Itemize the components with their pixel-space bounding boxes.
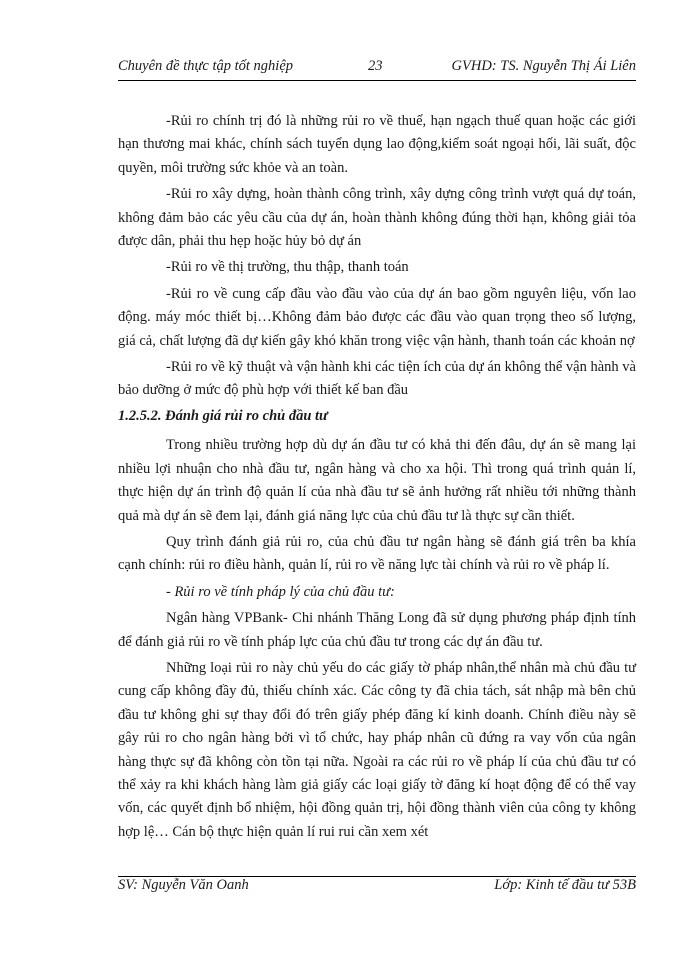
header-advisor: GVHD: TS. Nguyễn Thị Ái Liên xyxy=(451,58,636,74)
paragraph: Quy trình đánh giả rủi ro, của chủ đầu tư ngân hàng sẽ đánh giá trên ba khía cạnh chính: rủi ro điều hành, quản lí, rủi ro về năng lực tài chính và rủi ro về pháp lí. xyxy=(118,533,636,574)
footer-class: Lớp: Kinh tế đầu tư 53B xyxy=(494,877,636,893)
page-number: 23 xyxy=(368,58,383,74)
page-footer xyxy=(118,876,636,905)
paragraph: Trong nhiều trường hợp dù dự án đầu tư có khả thi đến đâu, dự án sẽ mang lại nhiều lợi nhuận cho nhà đầu tư, ngân hàng và cho xa hội. Thì trong quá trình quản lí, thực hiện dự án trình độ quản lí của nhà đầu tư sẽ ảnh hưởng rất nhiều tới những thành quả mà dự án sẽ đem lại, đánh giá năng lực của chủ đầu tư là thực sự cần thiết. xyxy=(118,437,636,524)
footer-student: SV: Nguyễn Văn Oanh xyxy=(118,877,249,893)
paragraph: Những loại rủi ro này chủ yếu do các giấy tờ pháp nhân,thể nhân mà chủ đầu tư cung cấp không đầy đủ, thiếu chính xác. Các công ty đã chia tách, sát nhập mà bên chủ đầu tư không ghi sự thay đổi đó trên giấy phép đăng kí kinh doanh. Chính điều này sẽ gây rủi ro cho ngân hàng bởi vì tổ chức, hay pháp nhân cũ đứng ra vay vốn của ngân hàng thực sự đã không còn tồn tại nữa. Ngoài ra các rủi ro về pháp lí của chủ đầu tư có thể xảy ra khi khách hàng làm giả giấy các loại giấy tờ đăng kí hoạt động để có thể vay vốn, các quyết định bổ nhiệm, hội đồng quản trị, hội đồng thành viên của công ty không hợp lệ… Cán bộ thực hiện quản lí rui rui cần xem xét xyxy=(118,659,636,840)
paragraph: -Rủi ro về cung cấp đầu vào đầu vào của dự án bao gồm nguyên liệu, vốn lao động. máy móc thiết bị…Không đảm bảo được các đầu vào quan trọng theo số lượng, giá cả, chất lượng đã dự kiến gây khó khăn trong việc vận hành, thanh toán các khoản nợ xyxy=(118,285,636,349)
page-header xyxy=(118,58,636,81)
paragraph: -Rủi ro về kỹ thuật và vận hành khi các tiện ích của dự án không thể vận hành và bảo dưỡng ở mức độ phù hợp với thiết kế ban đầu xyxy=(118,359,636,399)
header-title: Chuyên đề thực tập tốt nghiệp xyxy=(118,58,294,74)
page-body xyxy=(118,110,636,844)
paragraph: Ngân hàng VPBank- Chi nhánh Thăng Long đã sử dụng phương pháp định tính để đánh giả rủi ro về tính pháp lực của chủ đầu tư trong các dự án đầu tư. xyxy=(118,610,636,650)
paragraph: -Rủi ro chính trị đó là những rủi ro về thuế, hạn ngạch thuế quan hoặc các giới hạn thương mai khác, chính sách tuyển dụng lao động,kiểm soát ngoại hối, lãi suất, độc quyền, môi trường sức khỏe và an toàn. xyxy=(118,113,636,176)
section-heading: 1.2.5.2. Đánh giá rủi ro chủ đầu tư xyxy=(118,407,328,424)
sub-heading: - Rủi ro về tính pháp lý của chủ đầu tư: xyxy=(166,583,395,600)
paragraph: -Rủi ro xây dựng, hoàn thành công trình, xây dựng công trình vượt quá dự toán, không đảm bảo các yêu cầu của dự án, hoàn thành không đúng thời hạn, không giải tỏa được dân, phải thu hẹp hoặc hủy bỏ dự án xyxy=(118,186,636,250)
paragraph: -Rủi ro về thị trường, thu thập, thanh toán xyxy=(166,259,409,276)
